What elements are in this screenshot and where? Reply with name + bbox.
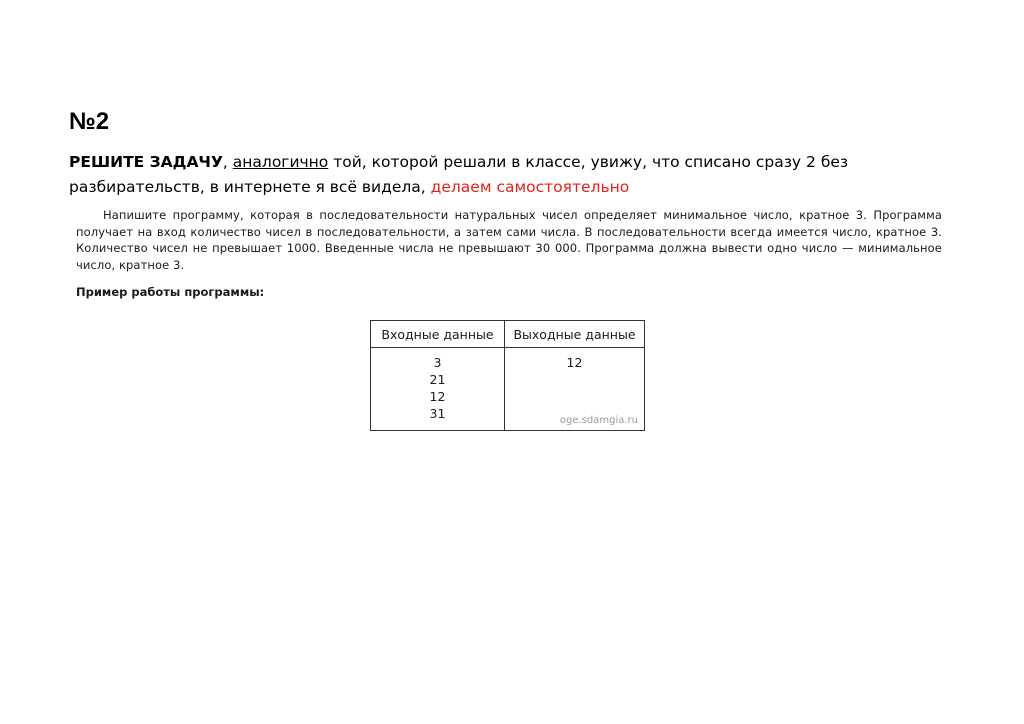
output-header: Выходные данные	[505, 321, 645, 348]
problem-statement: Напишите программу, которая в последовательности натуральных чисел определяет минимальное число, кратное 3. Программа получает на вход количество чисел в последовательности, а затем сами числа. В последовательности всегда имеется число, кратное 3. Количество чисел не превышает 1000. Введенные числа не превышают 30 000. Программа должна вывести одно число — минимальное число, кратное 3.	[76, 208, 942, 272]
table-header-row	[371, 321, 645, 348]
instruction-underlined: аналогично	[232, 153, 329, 171]
input-header: Входные данные	[371, 321, 505, 348]
instruction-middle: той, которой решали в классе, увижу, что списано сразу 2 без разбирательств, в интернете я всё видела,	[69, 153, 849, 196]
io-example-table	[370, 320, 645, 431]
task-number: №2	[69, 108, 110, 135]
input-line: 31	[429, 406, 446, 421]
example-title: Пример работы программы:	[76, 285, 265, 299]
input-line: 21	[429, 372, 446, 387]
table-row	[371, 348, 645, 431]
input-cell	[371, 348, 505, 431]
output-cell	[505, 348, 645, 431]
instruction-bold: РЕШИТЕ ЗАДАЧУ	[69, 153, 223, 171]
instruction-text	[69, 150, 969, 200]
instruction-comma: ,	[222, 153, 233, 171]
output-value: 12	[566, 355, 583, 370]
instruction-red: делаем самостоятельно	[430, 178, 630, 196]
source-watermark: oge.sdamgia.ru	[559, 415, 638, 426]
input-line: 12	[429, 389, 446, 404]
input-line: 3	[433, 355, 442, 370]
